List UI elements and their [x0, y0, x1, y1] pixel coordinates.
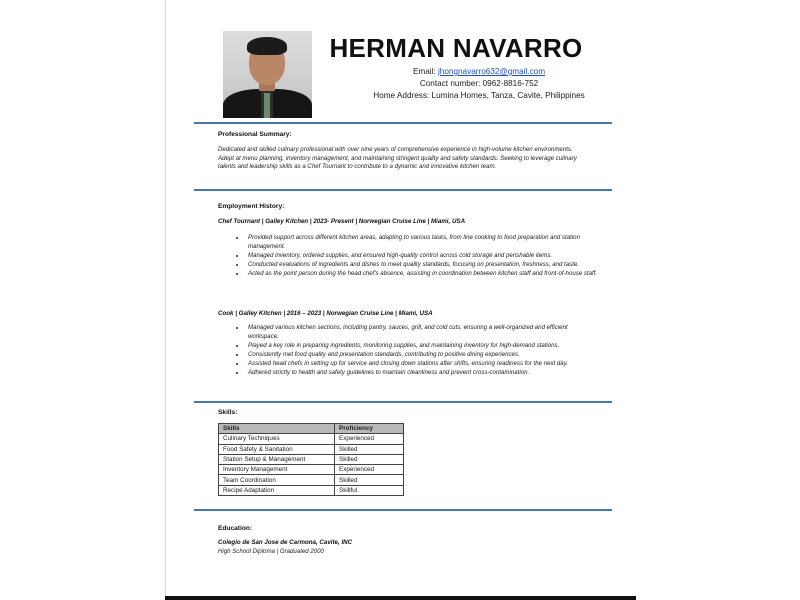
- skill-level: Experienced: [335, 465, 404, 475]
- skill-name: Inventory Management: [219, 465, 335, 475]
- list-item: • Consistently met food quality and presentation standards, contributing to positive dining experiences.: [246, 351, 598, 360]
- phone-line: Contact number: 0962-8816-752: [419, 79, 539, 88]
- skills-table: [218, 423, 404, 496]
- summary-title: Professional Summary:: [218, 131, 292, 138]
- email-line: [326, 66, 632, 78]
- degree-text: High School Diploma | Graduated 2000: [218, 548, 324, 555]
- skill-level: Experienced: [335, 434, 404, 444]
- skill-level: Skilled: [335, 444, 404, 454]
- table-row: [219, 465, 404, 475]
- list-item: • Acted as the point person during the head chef's absence, assisting in coordination between kitchen staff and front-of-house staff.: [246, 270, 598, 279]
- address-line: Home Address: Lumina Homes, Tanza, Cavite, Philippines: [373, 91, 585, 100]
- table-row: [219, 444, 404, 454]
- job-heading: Cook | Galley Kitchen | 2016 – 2023 | Norwegian Cruise Line | Miami, USA: [218, 310, 433, 317]
- skill-name: Culinary Techniques: [219, 434, 335, 444]
- job-heading: Chef Tournant | Galley Kitchen | 2023- Present | Norwegian Cruise Line | Miami, USA: [218, 218, 466, 225]
- section-divider: [194, 509, 612, 511]
- job-bullets: [232, 324, 598, 378]
- list-item: • Assisted head chefs in setting up for service and closing down stations after shifts, ensuring readiness for the next day.: [246, 360, 598, 369]
- contact-block: [326, 66, 632, 102]
- summary-text: Dedicated and skilled culinary professional with over nine years of comprehensive experience in high-volume kitchen environments. Adept at menu planning, inventory management, and maintaining stringent quality and safety standards. Seeking to leverage culinary talents and leadership skills as a Chef Tournant to contribute to a dynamic and innovative kitchen team.: [218, 146, 577, 171]
- resume-page: [166, 0, 636, 596]
- skills-title: Skills:: [218, 409, 238, 416]
- email-link[interactable]: jhongnavarro632@gmail.com: [437, 67, 546, 76]
- section-divider: [194, 122, 612, 124]
- table-header-row: [219, 424, 404, 434]
- list-item: • Adhered strictly to health and safety guidelines to maintain cleanliness and prevent cross-contamination.: [246, 369, 598, 378]
- list-item: • Managed various kitchen sections, including pantry, sauces, grill, and cold cuts, ensuring a well-organized and efficient workspace.: [246, 324, 598, 341]
- skill-level: Skillful: [335, 485, 404, 495]
- table-row: [219, 475, 404, 485]
- skill-name: Team Coordination: [219, 475, 335, 485]
- skill-level: Skilled: [335, 454, 404, 464]
- skill-name: Recipe Adaptation: [219, 485, 335, 495]
- left-margin: [0, 0, 165, 600]
- employment-title: Employment History:: [218, 203, 285, 210]
- table-row: [219, 485, 404, 495]
- section-divider: [194, 189, 612, 191]
- right-margin: [636, 0, 800, 600]
- section-divider: [194, 401, 612, 403]
- skill-name: Food Safety & Sanitation: [219, 444, 335, 454]
- table-row: [219, 454, 404, 464]
- table-header: Skills: [219, 424, 335, 434]
- table-row: [219, 434, 404, 444]
- email-label: Email:: [412, 67, 438, 76]
- bottom-border: [165, 596, 636, 600]
- list-item: • Provided support across different kitchen areas, adapting to various tasks, from line cooking to food preparation and station management.: [246, 234, 598, 251]
- school-name: Colegio de San Jose de Carmona, Cavite, INC: [218, 539, 353, 546]
- skill-level: Skilled: [335, 475, 404, 485]
- job-bullets: [232, 234, 598, 279]
- list-item: • Conducted evaluations of ingredients and dishes to meet quality standards, focusing on presentation, freshness, and taste.: [246, 261, 598, 270]
- profile-photo: [223, 31, 312, 118]
- list-item: • Managed inventory, ordered supplies, and ensured high-quality control across cold storage and perishable items.: [246, 252, 598, 261]
- table-header: Proficiency: [335, 424, 404, 434]
- education-title: Education:: [218, 525, 253, 532]
- candidate-name: HERMAN NAVARRO: [329, 33, 583, 63]
- skill-name: Station Setup & Management: [219, 454, 335, 464]
- list-item: • Played a key role in preparing ingredients, monitoring supplies, and maintaining inventory for high-demand stations.: [246, 342, 598, 351]
